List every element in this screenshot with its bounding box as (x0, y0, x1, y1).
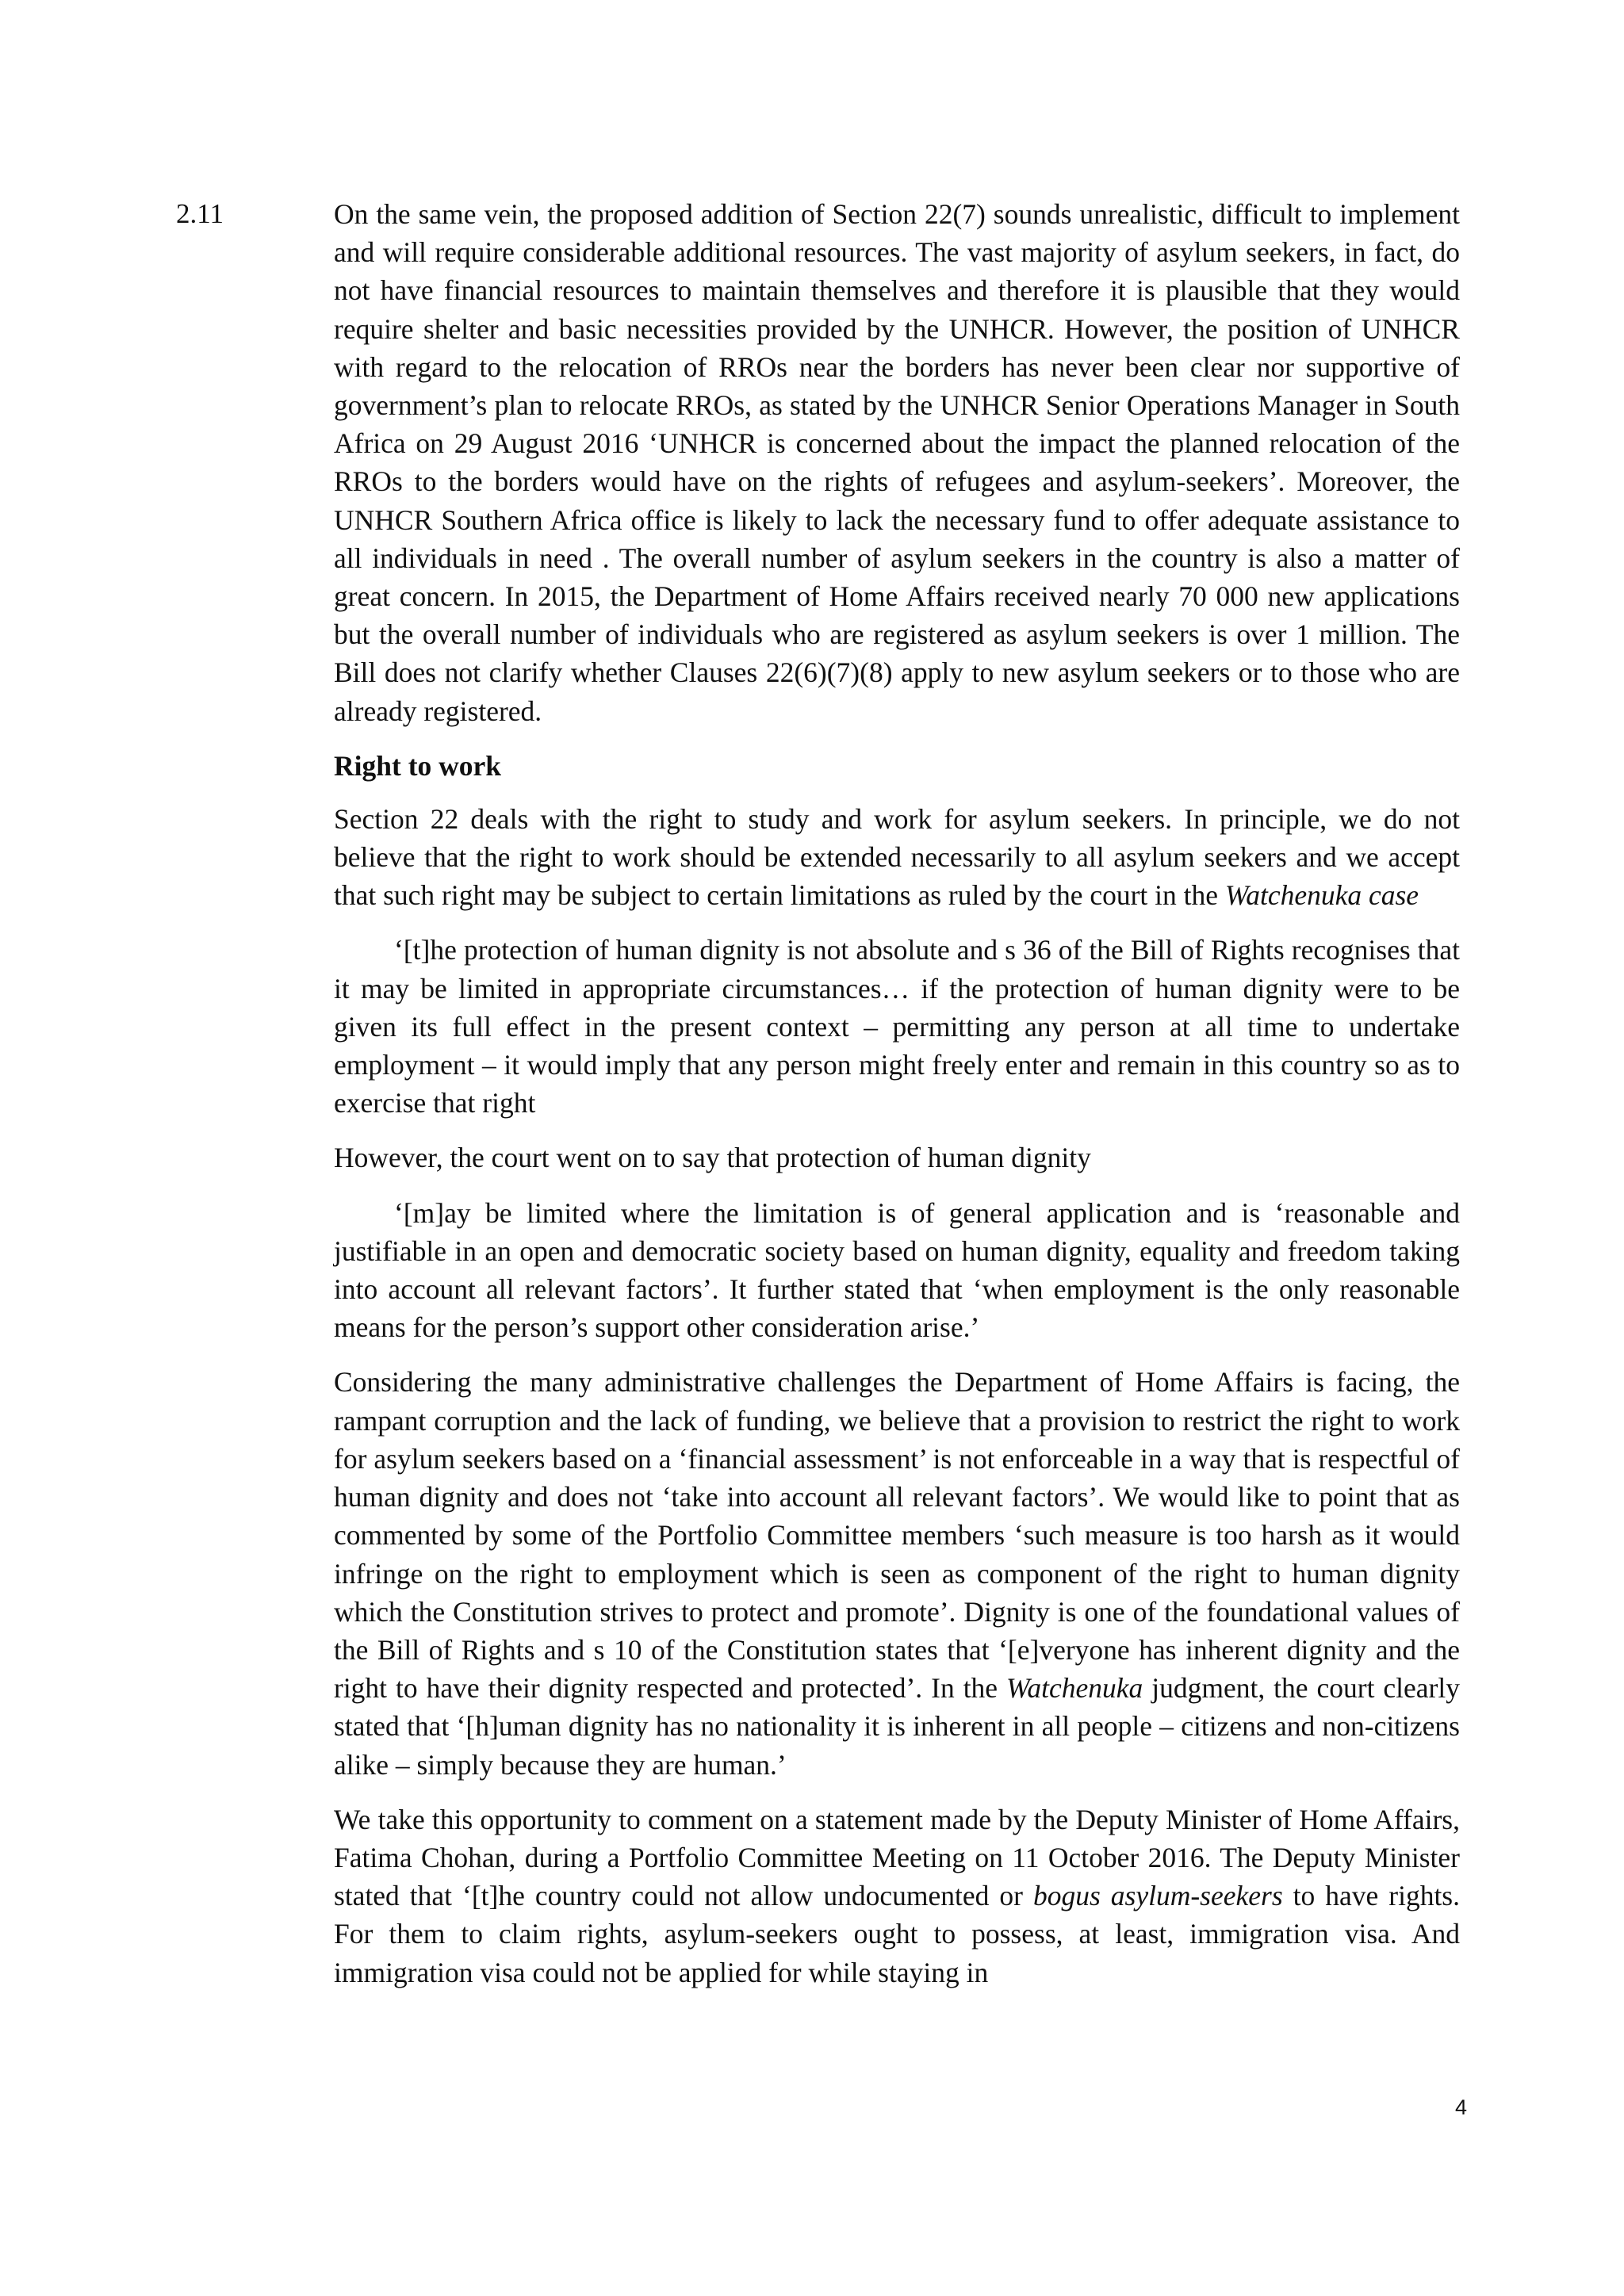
heading-text: Right to work (334, 749, 502, 782)
paragraph-court-went-on (334, 1138, 1460, 1177)
paragraph-relocation-resources (334, 195, 1460, 730)
quote-human-dignity-not-absolute (334, 931, 1460, 1122)
paragraph-text: However, the court went on to say that protection of human dignity (334, 1142, 1091, 1174)
paragraph-text: judgment, the court clearly stated that ‘[h]uman dignity has no nationality it is inherent in all people – citizens and non-citizens alike – simply because they are human.’ (334, 1672, 1460, 1781)
paragraph-section-22 (334, 800, 1460, 915)
page-number: 4 (1454, 2095, 1467, 2119)
paragraph-deputy-minister (334, 1800, 1460, 1992)
quote-text: ‘[m]ay be limited where the limitation is of general application and is ‘reasonable and justifiable in an open and democratic society based on human dignity, equality and freedom taking into account all relevant factors’. It further stated that ‘when employment is the only reasonable means for the person’s support other consideration arise.’ (334, 1196, 1460, 1344)
section-body (334, 195, 1460, 2008)
italic-phrase: bogus asylum-seekers (1032, 1880, 1283, 1912)
paragraph-text: Considering the many administrative challenges the Department of Home Affairs is facing, the rampant corruption and the lack of funding, we believe that a provision to restrict the right to work for asylum seekers based on a ‘financial assessment’ is not enforceable in a way that is respectful of human dignity and does not ‘take into account all relevant factors’. We would like to point that as commented by some of the Portfolio Committee members ‘such measure is too harsh as it would infringe on the right to employment which is seen as component of the right to human dignity which the Constitution strives to protect and promote’. Dignity is one of the foundational values of the Bill of Rights and s 10 of the Constitution states that ‘[e]veryone has inherent dignity and the right to have their dignity respected and protected’. In the (334, 1366, 1460, 1705)
paragraph-administrative-challenges (334, 1363, 1460, 1783)
case-name-italic: Watchenuka (1006, 1672, 1143, 1705)
paragraph-text: On the same vein, the proposed addition of Section 22(7) sounds unrealistic, difficult to implement and will require considerable additional resources. The vast majority of asylum seekers, in fact, do not have financial resources to maintain themselves and therefore it is plausible that they would require shelter and basic necessities provided by the UNHCR. However, the position of UNHCR with regard to the relocation of RROs near the borders has never been clear nor supportive of government’s plan to relocate RROs, as stated by the UNHCR Senior Operations Manager in South Africa on 29 August 2016 ‘UNHCR is concerned about the impact the planned relocation of the RROs to the borders would have on the rights of refugees and asylum-seekers’. Moreover, the UNHCR Southern Africa office is likely to lack the necessary fund to offer adequate assistance to all individuals in need . The overall number of asylum seekers in the country is also a matter of great concern. In 2015, the Department of Home Affairs received nearly 70 000 new applications but the overall number of individuals who are registered as asylum seekers is over 1 million. The Bill does not clarify whether Clauses 22(6)(7)(8) apply to new asylum seekers or to those who are already registered. (334, 198, 1460, 727)
case-name-italic: Watchenuka case (1224, 879, 1419, 912)
paragraph-text: Section 22 deals with the right to study and work for asylum seekers. In principle, we do not believe that the right to work should be extended necessarily to all asylum seekers and we accept that such right may be subject to certain limitations as ruled by the court in the (334, 802, 1460, 912)
section-number: 2.11 (176, 198, 224, 229)
quote-limitation (334, 1194, 1460, 1347)
heading-right-to-work (334, 747, 1460, 785)
quote-text: ‘[t]he protection of human dignity is not absolute and s 36 of the Bill of Rights recognises that it may be limited in appropriate circumstances… if the protection of human dignity were to be given its full effect in the present context – permitting any person at all time to undertake employment – it would imply that any person might freely enter and remain in this country so as to exercise that right (334, 934, 1460, 1119)
paragraph-text: We take this opportunity to comment on a statement made by the Deputy Minister of Home Affairs, Fatima Chohan, during a Portfolio Committee Meeting on 11 October 2016. The Deputy Minister stated that ‘[t]he country could not allow undocumented or (334, 1803, 1460, 1912)
paragraph-text: to have rights. For them to claim rights, asylum-seekers ought to possess, at least, immigration visa. And immigration visa could not be applied for while staying in (334, 1880, 1460, 1988)
